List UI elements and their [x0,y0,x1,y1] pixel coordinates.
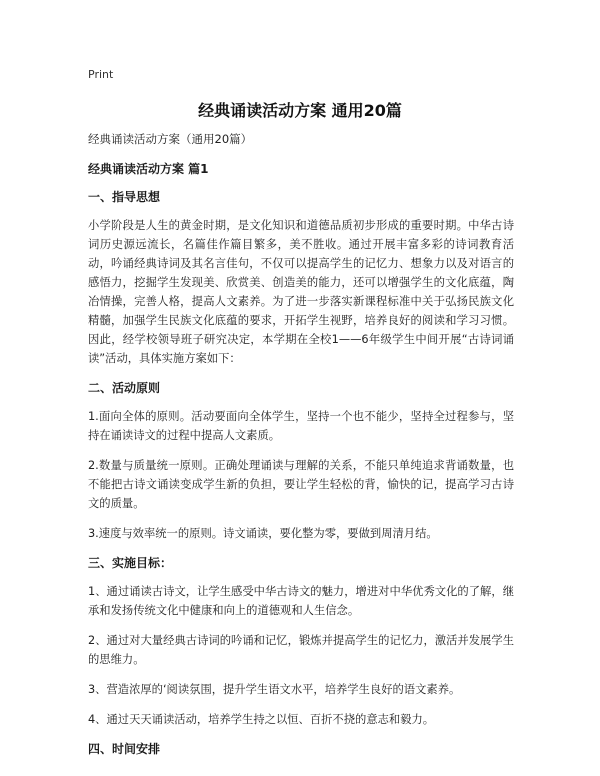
article-heading: 经典诵读活动方案 篇1 [88,162,209,176]
section-heading-schedule: 四、时间安排 [88,742,161,756]
paragraph: 1、通过诵读古诗文，让学生感受中华古诗文的魅力，增进对中华优秀文化的了解，继承和发扬传统文化中健康和向上的道德观和人生信念。 [88,585,514,617]
section-heading-activity-principles: 二、活动原则 [88,381,161,395]
document-title: 经典诵读活动方案 通用20篇 [198,101,402,120]
paragraph: 2、通过对大量经典古诗词的吟诵和记忆，锻炼并提高学生的记忆力，激活并发展学生的思维力。 [88,634,514,666]
section-heading-implementation-goals: 三、实施目标： [88,556,173,570]
document-body [88,130,514,768]
paragraph: 3.速度与效率统一的原则。诗文诵读，要化整为零，要做到周清月结。 [88,527,438,540]
document-subtitle: 经典诵读活动方案（通用20篇） [88,132,253,146]
print-label[interactable]: Print [88,68,114,81]
section-heading-guiding-ideology: 一、指导思想 [88,190,161,204]
paragraph: 2.数量与质量统一原则。正确处理诵读与理解的关系，不能只单纯追求背诵数量，也不能把古诗文诵读变成学生新的负担，要让学生轻松的背，愉快的记，提高学习古诗文的质量。 [88,459,514,510]
paragraph: 1.面向全体的原则。活动要面向全体学生，坚持一个也不能少，坚持全过程参与，坚持在诵读诗文的过程中提高人文素质。 [88,410,514,442]
paragraph: 小学阶段是人生的黄金时期，是文化知识和道德品质初步形成的重要时期。中华古诗词历史源远流长，名篇佳作篇目繁多，美不胜收。通过开展丰富多彩的诗词教育活动，吟诵经典诗词及其名言佳句，不仅可以提高学生的记忆力、想象力以及对语言的感悟力，挖掘学生发现美、欣赏美、创造美的能力，还可以增强学生的文化底蕴，陶冶情操，完善人格，提高人文素养。为了进一步落实新课程标准中关于弘扬民族文化精髓，加强学生民族文化底蕴的要求，开拓学生视野，培养良好的阅读和学习习惯。因此，经学校领导班子研究决定，本学期在全校1——6年级学生中间开展“古诗词诵读”活动，具体实施方案如下： [88,219,514,365]
paragraph: 4、通过天天诵读活动，培养学生持之以恒、百折不挠的意志和毅力。 [88,713,435,726]
paragraph: 3、营造浓厚的‘阅读氛围，提升学生语文水平，培养学生良好的语文素养。 [88,683,461,696]
